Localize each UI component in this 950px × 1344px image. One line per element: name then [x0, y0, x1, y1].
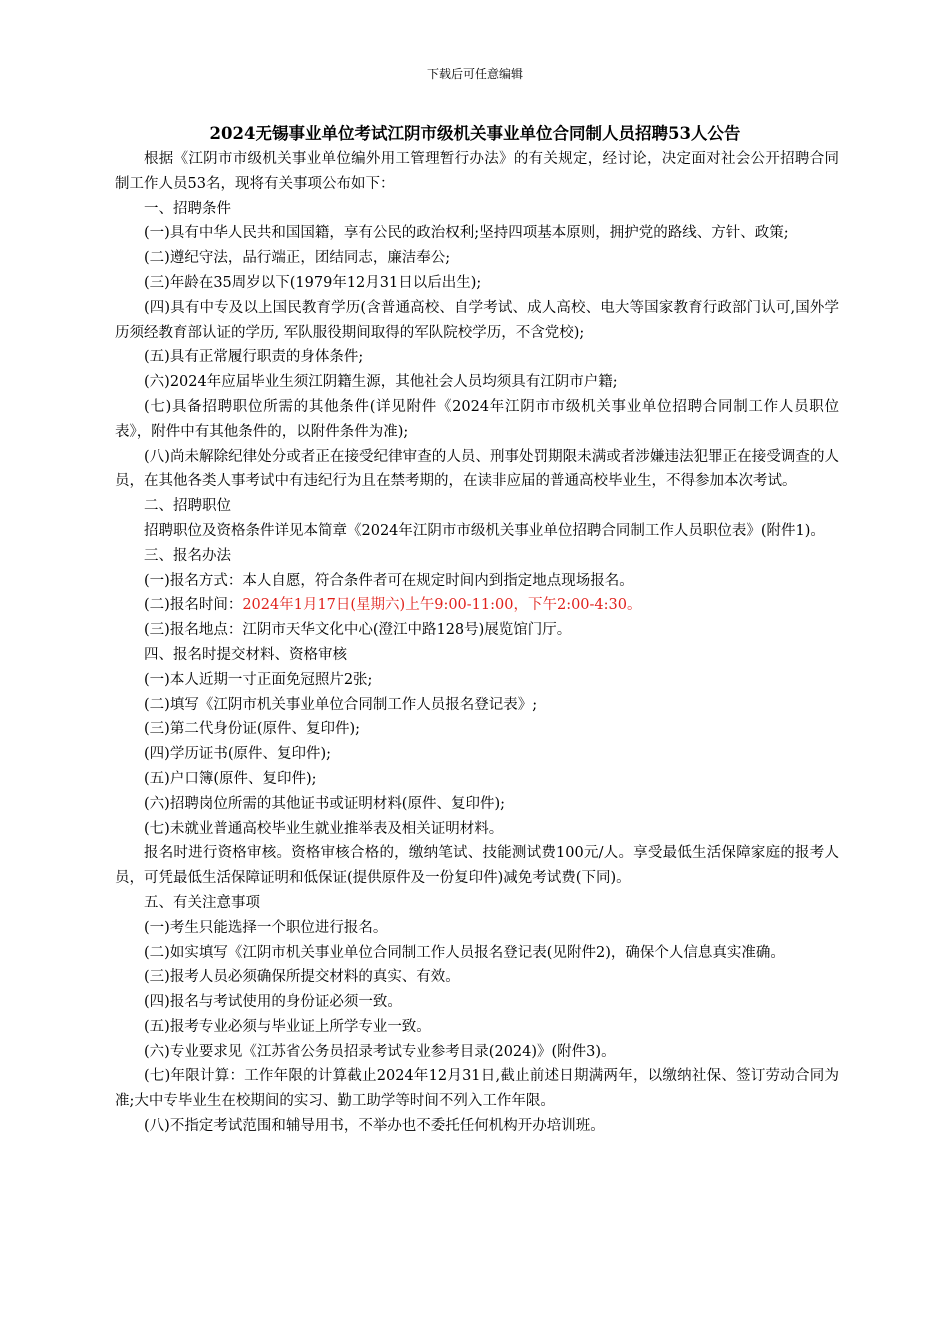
- section-heading-notes: 五、有关注意事项: [144, 894, 260, 911]
- material-item: (四)学历证书(原件、复印件);: [144, 746, 332, 763]
- material-item: (七)未就业普通高校毕业生就业推举表及相关证明材料。: [144, 820, 504, 837]
- material-item: (三)第二代身份证(原件、复印件);: [144, 721, 361, 738]
- note-item: (六)专业要求见《江苏省公务员招录考试专业参考目录(2024)》(附件3)。: [144, 1043, 616, 1060]
- section-heading-positions: 二、招聘职位: [144, 498, 231, 515]
- page-header-note: 下载后可任意编辑: [426, 67, 523, 81]
- condition-item: (六)2024年应届毕业生须江阴籍生源，其他社会人员均须具有江阴市户籍;: [144, 374, 618, 391]
- note-item: (七)年限计算：工作年限的计算截止2024年12月31日,截止前述日期满两年，以缴纳社保、签订劳动合同为准;大中专毕业生在校期间的实习、勤工助学等时间不列入工作年限。: [115, 1068, 839, 1110]
- material-item: (一)本人近期一寸正面免冠照片2张;: [144, 671, 373, 688]
- qualification-review-paragraph: 报名时进行资格审核。资格审核合格的，缴纳笔试、技能测试费100元/人。享受最低生活保障家庭的报考人员，可凭最低生活保障证明和低保证(提供原件及一份复印件)减免考试费(下同)。: [115, 845, 839, 887]
- condition-item: (三)年龄在35周岁以下(1979年12月31日以后出生);: [144, 274, 482, 291]
- note-item: (五)报考专业必须与毕业证上所学专业一致。: [144, 1018, 431, 1035]
- registration-time: [115, 593, 839, 618]
- material-item: (六)招聘岗位所需的其他证书或证明材料(原件、复印件);: [144, 795, 506, 812]
- note-item: (八)不指定考试范围和辅导用书，不举办也不委托任何机构开办培训班。: [144, 1118, 605, 1135]
- intro-paragraph: 根据《江阴市市级机关事业单位编外用工管理暂行办法》的有关规定，经讨论，决定面对社会公开招聘合同制工作人员53名，现将有关事项公布如下：: [115, 151, 839, 192]
- registration-location: (三)报名地点：江阴市天华文化中心(澄江中路128号)展览馆门厅。: [144, 622, 572, 639]
- note-item: (四)报名与考试使用的身份证必须一致。: [144, 994, 402, 1011]
- condition-item: (七)具备招聘职位所需的其他条件(详见附件《2024年江阴市市级机关事业单位招聘合同制工作人员职位表》，附件中有其他条件的，以附件条件为准);: [115, 398, 839, 440]
- condition-item: (五)具有正常履行职责的身体条件;: [144, 349, 364, 366]
- material-item: (二)填写《江阴市机关事业单位合同制工作人员报名登记表》;: [144, 696, 538, 713]
- positions-paragraph: 招聘职位及资格条件详见本简章《2024年江阴市市级机关事业单位招聘合同制工作人员职位表》(附件1)。: [144, 522, 825, 539]
- section-heading-materials: 四、报名时提交材料、资格审核: [144, 646, 347, 663]
- document-title: 2024无锡事业单位考试江阴市级机关事业单位合同制人员招聘53人公告: [209, 124, 741, 143]
- registration-time-label: (二)报名时间：: [144, 597, 243, 614]
- registration-time-value: 2024年1月17日(星期六)上午9:00-11:00，下午2:00-4:30。: [242, 597, 642, 614]
- material-item: (五)户口簿(原件、复印件);: [144, 770, 317, 787]
- note-item: (二)如实填写《江阴市机关事业单位合同制工作人员报名登记表(见附件2)，确保个人信息真实准确。: [144, 944, 785, 961]
- document-body: [115, 147, 839, 1139]
- note-item: (三)报考人员必须确保所提交材料的真实、有效。: [144, 969, 460, 986]
- section-heading-registration: 三、报名办法: [144, 547, 231, 564]
- note-item: (一)考生只能选择一个职位进行报名。: [144, 919, 388, 936]
- section-heading-conditions: 一、招聘条件: [144, 200, 231, 217]
- condition-item: (八)尚未解除纪律处分或者正在接受纪律审查的人员、刑事处罚期限未满或者涉嫌违法犯罪正在接受调查的人员，在其他各类人事考试中有违纪行为且在禁考期的，在读非应届的普通高校毕业生，不得参加本次考试。: [115, 448, 839, 490]
- condition-item: (二)遵纪守法，品行端正，团结同志，廉洁奉公;: [144, 250, 451, 267]
- registration-method: (一)报名方式：本人自愿，符合条件者可在规定时间内到指定地点现场报名。: [144, 572, 634, 589]
- condition-item: (一)具有中华人民共和国国籍，享有公民的政治权利;坚持四项基本原则，拥护党的路线、方针、政策;: [144, 225, 789, 242]
- condition-item: (四)具有中专及以上国民教育学历(含普通高校、自学考试、成人高校、电大等国家教育行政部门认可,国外学历须经教育部认证的学历, 军队服役期间取得的军队院校学历，不含党校);: [115, 299, 839, 341]
